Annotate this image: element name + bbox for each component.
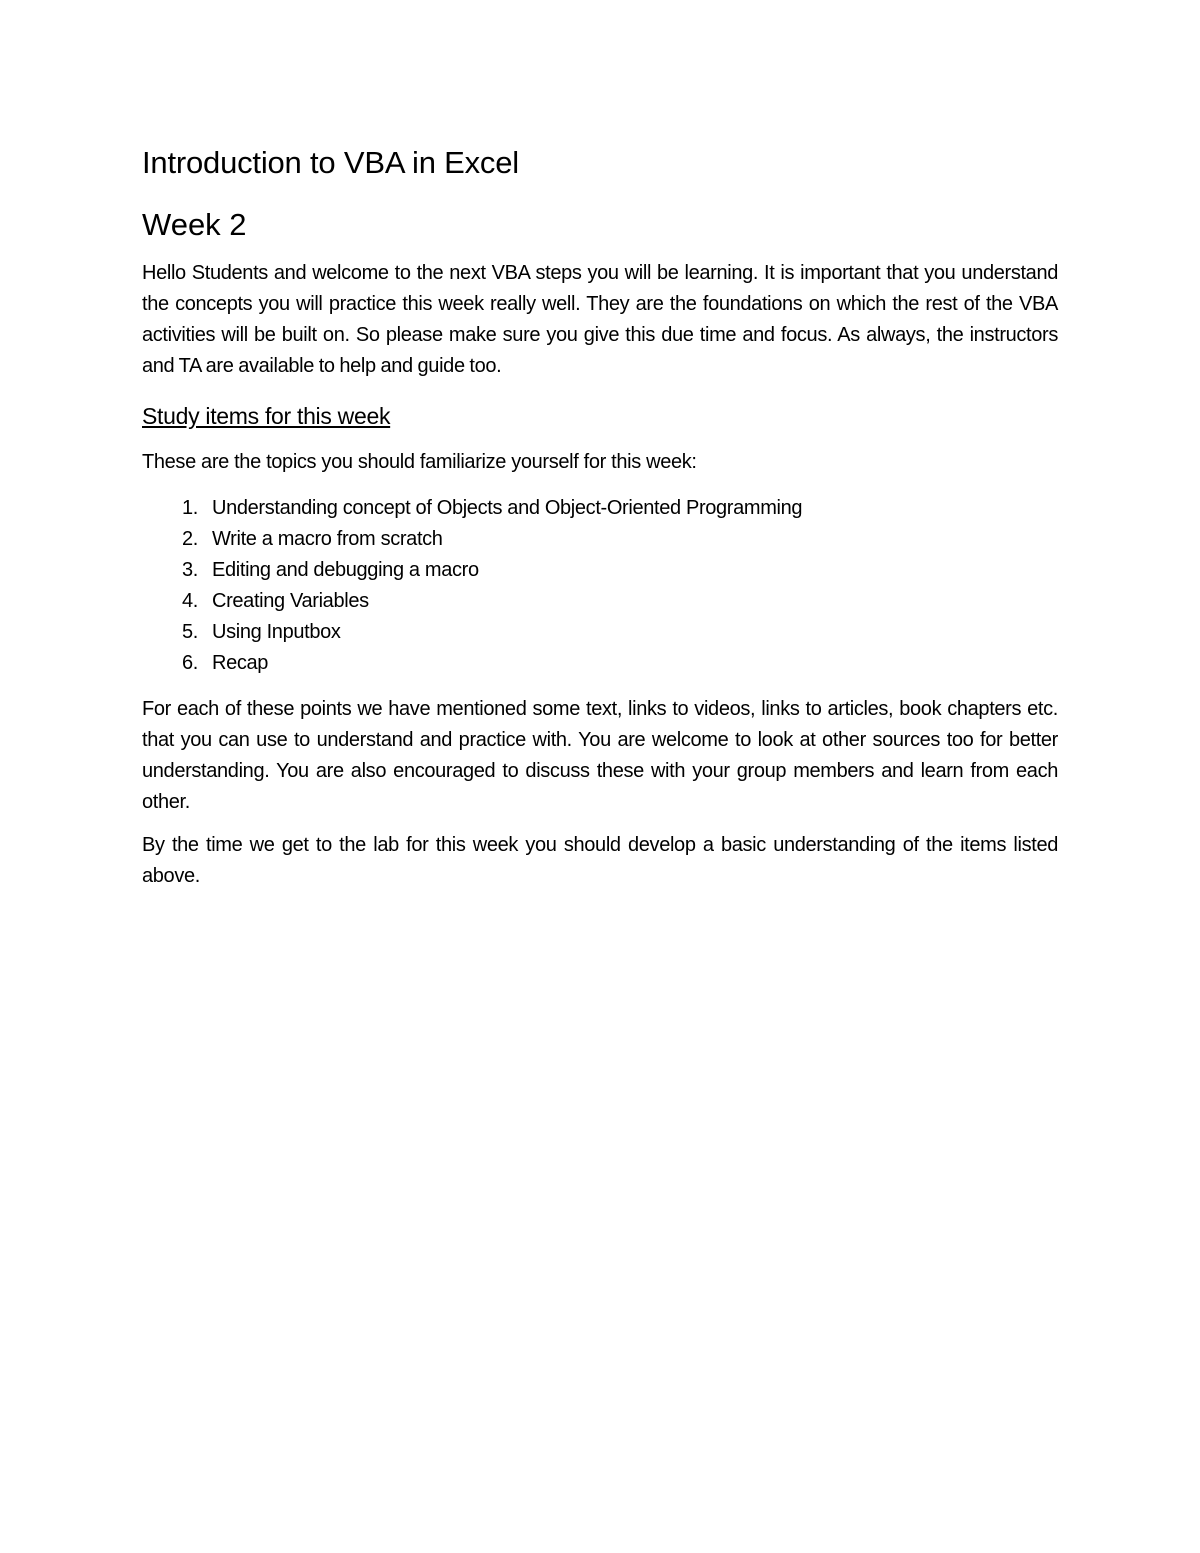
list-item-number: 2.: [182, 528, 198, 550]
section-heading: Study items for this week: [142, 403, 391, 429]
list-item: [142, 617, 1058, 648]
topics-intro: These are the topics you should familiarize yourself for this week:: [142, 451, 697, 473]
document-subtitle: Week 2: [142, 207, 247, 242]
list-item-number: 5.: [182, 621, 198, 643]
list-item-text: Editing and debugging a macro: [212, 559, 479, 581]
list-item: [142, 586, 1058, 617]
list-item-number: 4.: [182, 590, 198, 612]
list-item-text: Understanding concept of Objects and Object-Oriented Programming: [212, 497, 803, 519]
document-title: Introduction to VBA in Excel: [142, 145, 519, 180]
list-item: [142, 524, 1058, 555]
list-item-number: 6.: [182, 652, 198, 674]
list-item-number: 3.: [182, 559, 198, 581]
list-item: [142, 648, 1058, 679]
list-item-text: Using Inputbox: [212, 621, 341, 643]
list-item: [142, 555, 1058, 586]
document-body: [142, 142, 1058, 892]
list-item-text: Write a macro from scratch: [212, 528, 443, 550]
list-item: [142, 493, 1058, 524]
list-item-number: 1.: [182, 497, 198, 519]
list-item-text: Creating Variables: [212, 590, 369, 612]
resources-paragraph: For each of these points we have mentioned some text, links to videos, links to articles, book chapters etc. that you can use to understand and practice with. You are welcome to look at other sources too for better understanding. You are also encouraged to discuss these with your group members and learn from each other.: [142, 698, 1058, 813]
closing-paragraph: By the time we get to the lab for this week you should develop a basic understanding of the items listed above.: [142, 834, 1058, 887]
topic-list: [142, 493, 1058, 679]
list-item-text: Recap: [212, 652, 269, 674]
intro-paragraph: Hello Students and welcome to the next VBA steps you will be learning. It is important that you understand the concepts you will practice this week really well. They are the foundations on which the rest of the VBA activities will be built on. So please make sure you give this due time and focus. As always, the instructors and TA are available to help and guide too.: [142, 262, 1058, 377]
